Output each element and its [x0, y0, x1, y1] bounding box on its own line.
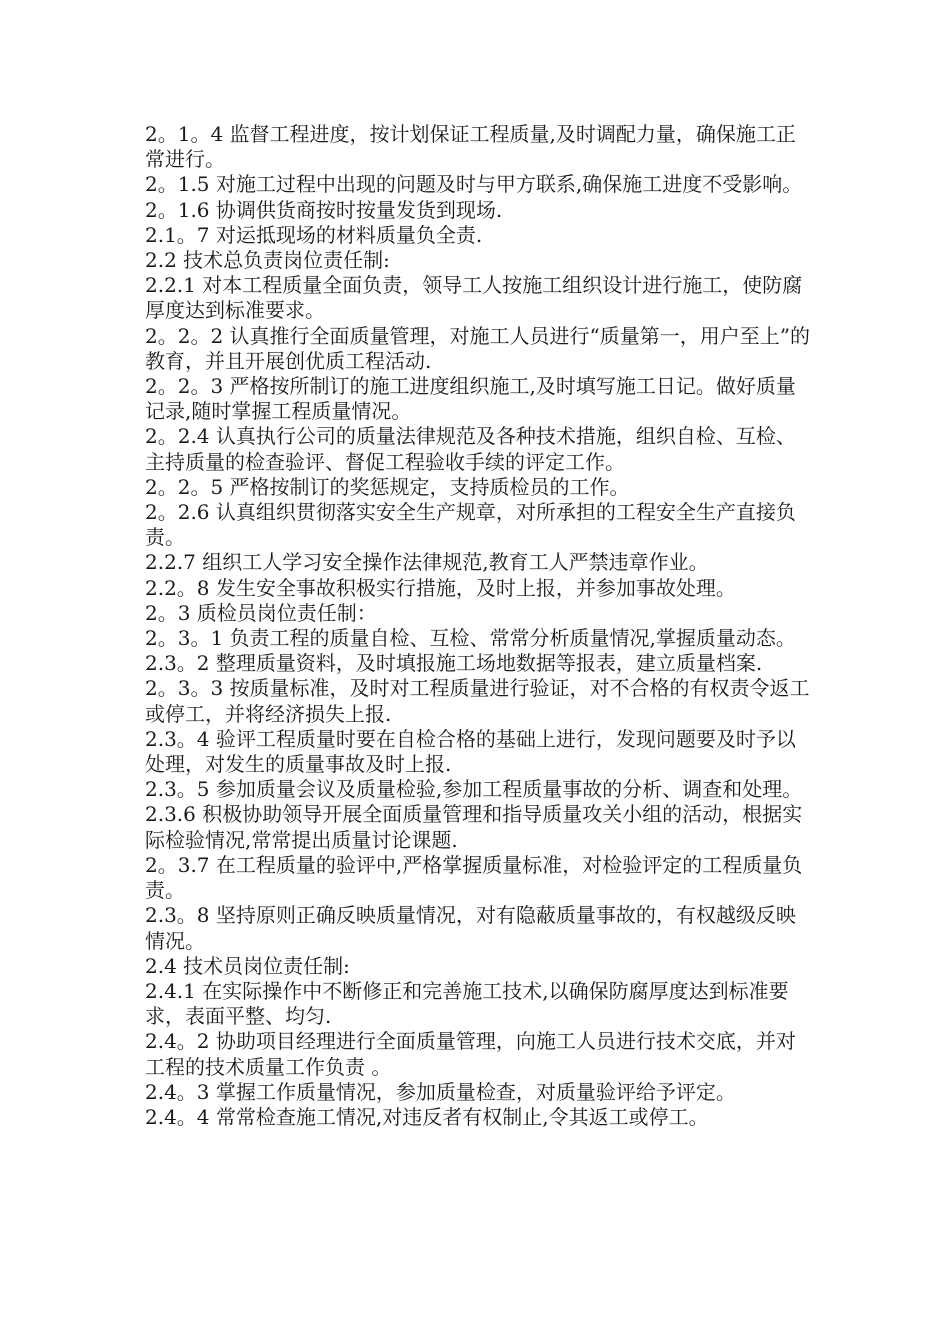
paragraph-2-3-3: 2。3。3 按质量标准，及时对工程质量进行验证，对不合格的有权责令返工或停工，并将经济损失上报. [145, 676, 810, 726]
paragraph-2-3-8: 2.3。8 坚持原则正确反映质量情况，对有隐蔽质量事故的，有权越级反映情况。 [145, 903, 796, 953]
paragraph-2-4-3: 2.4。3 掌握工作质量情况，参加质量检查，对质量验评给予评定。 [145, 1079, 736, 1104]
section-heading-2-2: 2.2 技术总负责岗位责任制: [145, 248, 390, 273]
paragraph-2-2-5: 2。2。5 严格按制订的奖惩规定，支持质检员的工作。 [145, 474, 630, 499]
paragraph-2-3-7: 2。3.7 在工程质量的验评中,严格掌握质量标准，对检验评定的工程质量负责。 [145, 852, 803, 903]
paragraph-2-2-2: 2。2。2 认真推行全面质量管理，对施工人员进行“质量第一，用户至上”的教育，并且开展创优质工程活动. [145, 323, 810, 373]
paragraph-2-1-5: 2。1.5 对施工过程中出现的问题及时与甲方联系,确保施工进度不受影响。 [145, 172, 803, 197]
paragraph-2-3-2: 2.3。2 整理质量资料，及时填报施工场地数据等报表，建立质量档案. [145, 651, 763, 676]
paragraph-2-3-5: 2.3。5 参加质量会议及质量检验,参加工程质量事故的分析、调查和处理。 [145, 777, 803, 802]
paragraph-2-4-4: 2.4。4 常常检查施工情况,对违反者有权制止,令其返工或停工。 [145, 1104, 709, 1129]
section-heading-2-3: 2。3 质检员岗位责任制： [145, 600, 377, 625]
paragraph-2-1-6: 2。1.6 协调供货商按时按量发货到现场. [145, 197, 503, 222]
paragraph-2-2-6: 2。2.6 认真组织贯彻落实安全生产规章，对所承担的工程安全生产直接负责。 [145, 500, 796, 550]
paragraph-2-2-3: 2。2。3 严格按所制订的施工进度组织施工,及时填写施工日记。做好质量记录,随时掌握工程质量情况。 [145, 374, 796, 424]
paragraph-2-2-7: 2.2.7 组织工人学习安全操作法律规范,教育工人严禁违章作业。 [145, 550, 709, 575]
paragraph-2-3-4: 2.3。4 验评工程质量时要在自检合格的基础上进行，发现问题要及时予以处理，对发生的质量事故及时上报. [145, 726, 796, 777]
paragraph-2-2-8: 2.2。8 发生安全事故积极实行措施，及时上报，并参加事故处理。 [145, 575, 736, 600]
paragraph-2-1-7: 2.1。7 对运抵现场的材料质量负全责. [145, 222, 483, 247]
paragraph-2-2-4: 2。2.4 认真执行公司的质量法律规范及各种技术措施，组织自检、互检、主持质量的检查验评、督促工程验收手续的评定工作。 [145, 424, 796, 474]
paragraph-2-3-1: 2。3。1 负责工程的质量自检、互检、常常分析质量情况,掌握质量动态。 [145, 626, 796, 651]
document-body [145, 122, 815, 1130]
paragraph-2-3-6: 2.3.6 积极协助领导开展全面质量管理和指导质量攻关小组的活动，根据实际检验情况,常常提出质量讨论课题. [145, 802, 803, 852]
section-heading-2-4: 2.4 技术员岗位责任制: [145, 953, 350, 978]
paragraph-2-2-1: 2.2.1 对本工程质量全面负责，领导工人按施工组织设计进行施工，使防腐厚度达到标准要求。 [145, 273, 803, 323]
paragraph-2-1-4: 2。1。4 监督工程进度，按计划保证工程质量,及时调配力量，确保施工正常进行。 [145, 122, 796, 172]
paragraph-2-4-1: 2.4.1 在实际操作中不断修正和完善施工技术,以确保防腐厚度达到标准要求，表面平整、均匀. [145, 978, 789, 1029]
paragraph-2-4-2: 2.4。2 协助项目经理进行全面质量管理，向施工人员进行技术交底，并对工程的技术质量工作负责 。 [145, 1029, 796, 1079]
